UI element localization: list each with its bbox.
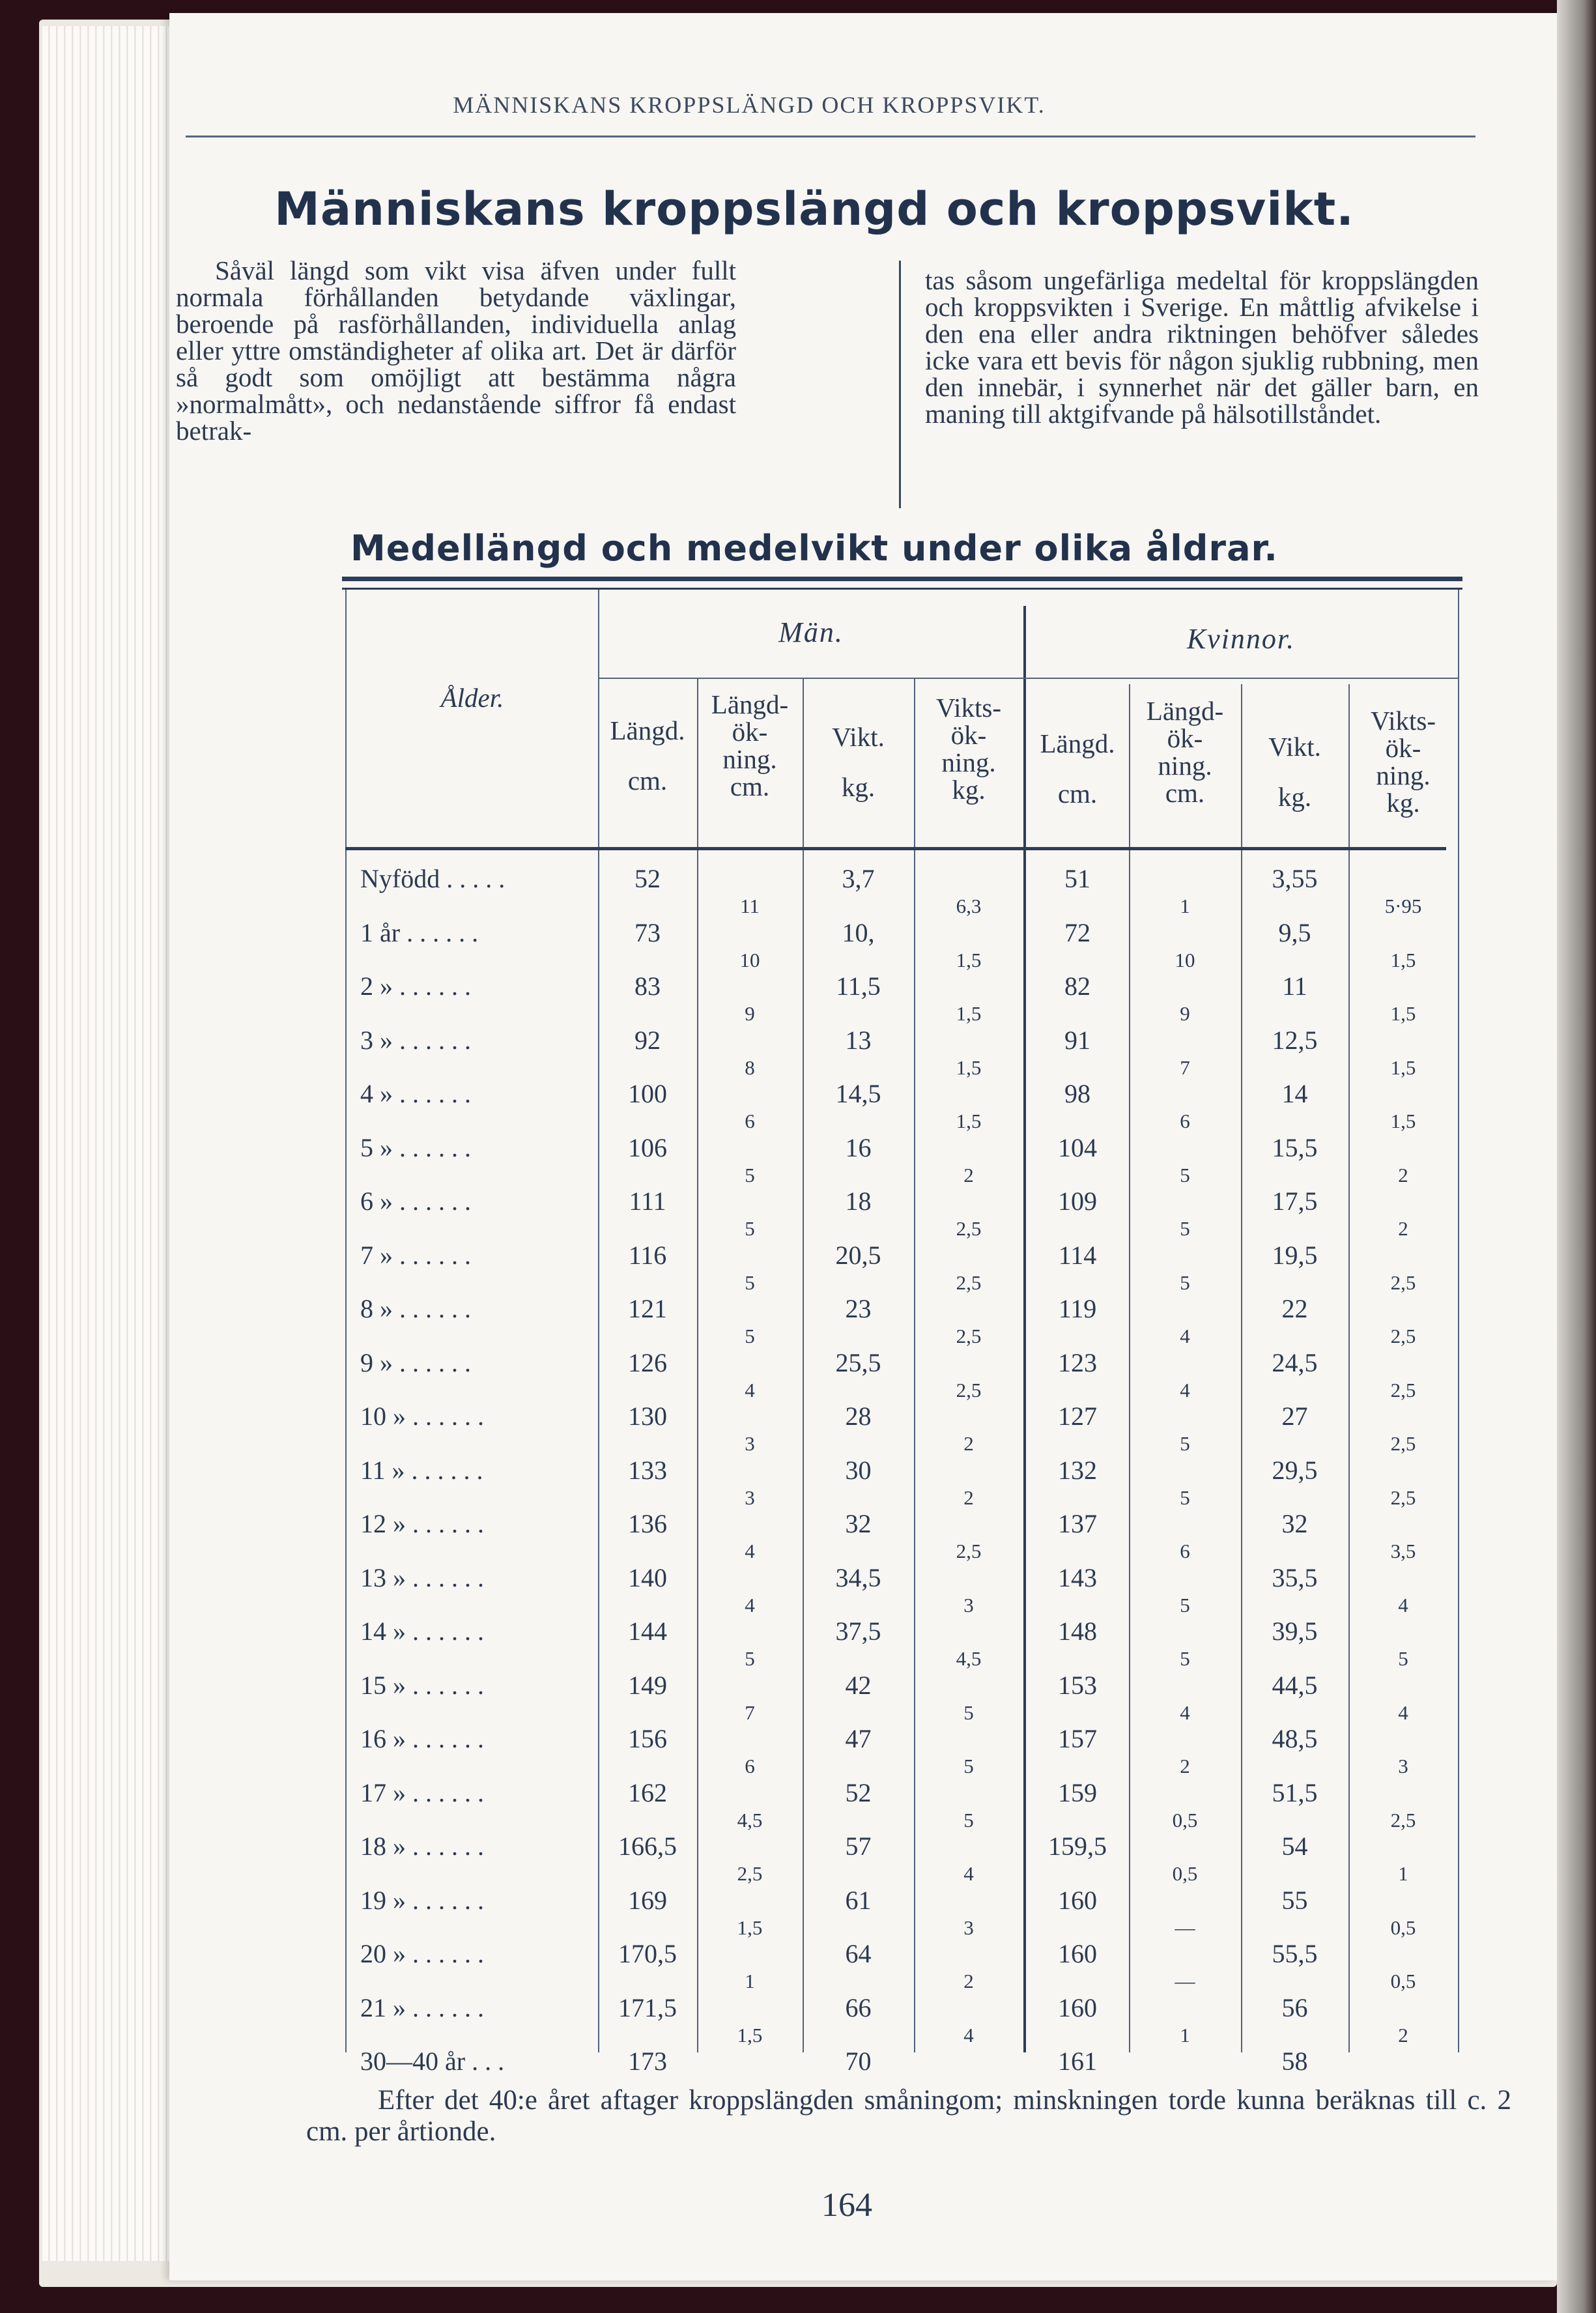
table-col-divider	[697, 678, 698, 2052]
cell-m-len-gain: 5	[745, 1647, 755, 1670]
cell-m-w: 32	[845, 1509, 872, 1538]
cell-m-len-gain: 4,5	[737, 1808, 763, 1832]
header-rule	[186, 136, 1475, 137]
cell-w-len-gain: 2	[1180, 1755, 1190, 1777]
cell-w-w: 15,5	[1272, 1132, 1318, 1162]
cell-m-len-gain: 9	[745, 1002, 755, 1025]
cell-m-w-gain: 1,5	[956, 948, 982, 971]
cell-m-w: 18	[845, 1186, 872, 1216]
cell-m-len-gain: 4	[745, 1593, 755, 1616]
cell-w-w: 29,5	[1272, 1455, 1318, 1485]
cell-m-w: 13	[845, 1025, 872, 1055]
row-age: 20 » . . . . . .	[360, 1939, 484, 1968]
cell-w-w-gain: 1,5	[1390, 948, 1416, 971]
cell-m-len: 149	[628, 1670, 667, 1700]
row-age: 3 » . . . . . .	[360, 1025, 471, 1055]
cell-w-len-gain: 5	[1180, 1271, 1190, 1294]
cell-w-len: 127	[1058, 1401, 1097, 1431]
intro-left-column: Såväl längd som vikt visa äfven under fullt normala förhållanden betydande växlingar, beroende på rasförhållanden, individuella anlag eller yttre omständigheter af olika art. Det är därför så godt som omöjligt att bestämma några »normalmått», och nedanstående siffror få endast betrak-	[176, 255, 736, 446]
cell-m-w-gain: 3	[963, 1593, 974, 1616]
col-head-men-length: Längd. cm.	[610, 715, 685, 796]
row-age: 12 » . . . . . .	[360, 1509, 484, 1538]
page-number: 164	[821, 2187, 872, 2224]
cell-w-len: 123	[1058, 1347, 1097, 1377]
cell-m-len-gain: 6	[745, 1110, 755, 1132]
cell-m-w-gain: 2	[963, 1970, 974, 1992]
cell-m-w: 20,5	[835, 1240, 881, 1270]
row-age: 8 » . . . . . .	[360, 1294, 471, 1323]
cell-w-w: 56	[1281, 1992, 1308, 2022]
cell-w-w-gain: 1,5	[1390, 1056, 1416, 1079]
row-age: 2 » . . . . . .	[360, 971, 471, 1001]
cell-m-len-gain: 1	[745, 1970, 755, 1992]
cell-w-w: 27	[1281, 1401, 1308, 1431]
cell-w-w-gain: 3	[1398, 1755, 1408, 1777]
cell-w-w: 32	[1281, 1509, 1308, 1538]
cell-w-w-gain: 2,5	[1390, 1808, 1416, 1832]
cell-m-w-gain: 2,5	[956, 1540, 982, 1562]
cell-m-len-gain: 4	[745, 1540, 755, 1562]
cell-w-len-gain: 4	[1180, 1378, 1190, 1401]
cell-w-len: 161	[1058, 2047, 1097, 2076]
cell-w-w: 48,5	[1272, 1724, 1318, 1753]
cell-w-w-gain: 4	[1398, 1701, 1408, 1724]
row-age: 18 » . . . . . .	[360, 1832, 484, 1861]
cell-w-len-gain: 5	[1180, 1217, 1190, 1240]
cell-m-len: 136	[628, 1509, 667, 1538]
cell-w-w: 55,5	[1272, 1939, 1318, 1968]
row-age: 4 » . . . . . .	[360, 1079, 471, 1108]
cell-m-len-gain: 1,5	[737, 1916, 763, 1939]
cell-m-w-gain: 1,5	[956, 1056, 982, 1079]
cell-m-len: 73	[634, 917, 661, 947]
col-head-women-weight-gain: Vikts- ök- ning. kg.	[1370, 706, 1436, 818]
cell-w-len-gain: 4	[1180, 1701, 1190, 1724]
cell-m-len-gain: 1,5	[737, 2023, 763, 2047]
cell-m-w-gain: 5	[963, 1808, 974, 1832]
cell-w-len: 160	[1058, 1885, 1097, 1915]
cell-m-w-gain: 1,5	[956, 1002, 982, 1025]
row-age: 13 » . . . . . .	[360, 1562, 484, 1592]
cell-m-w: 37,5	[835, 1616, 881, 1646]
cell-m-len-gain: 8	[745, 1056, 755, 1079]
cell-m-len-gain: 5	[745, 1325, 755, 1347]
cell-w-w: 9,5	[1278, 917, 1311, 947]
cell-m-len: 83	[634, 971, 661, 1001]
cell-w-w-gain: 0,5	[1390, 1916, 1416, 1939]
row-age: 15 » . . . . . .	[360, 1670, 484, 1700]
cell-m-w-gain: 6,3	[956, 895, 982, 917]
cell-m-w-gain: 1,5	[956, 1110, 982, 1132]
cell-w-len-gain: 1	[1180, 2023, 1190, 2047]
cell-m-len: 156	[628, 1724, 667, 1753]
cell-m-len-gain: 11	[740, 895, 760, 917]
cell-m-w-gain: 2,5	[956, 1217, 982, 1240]
cell-w-len: 143	[1058, 1562, 1097, 1592]
footnote: Efter det 40:e året aftager kroppslängden småningom; minskningen torde kunna beräknas till c. 2 cm. per årtionde.	[306, 2085, 1511, 2147]
page-title: Människans kroppslängd och kroppsvikt.	[274, 182, 1354, 236]
cell-w-len-gain: 4	[1180, 1325, 1190, 1347]
table-title: Medellängd och medelvikt under olika åldrar.	[350, 528, 1278, 569]
cell-m-w: 30	[845, 1455, 872, 1485]
cell-m-len: 169	[628, 1885, 667, 1915]
cell-w-len-gain: —	[1175, 1916, 1195, 1939]
cell-m-len-gain: 3	[745, 1486, 755, 1509]
cell-w-w: 51,5	[1272, 1777, 1318, 1807]
row-age: 9 » . . . . . .	[360, 1347, 471, 1377]
cell-m-len: 116	[628, 1240, 667, 1270]
cell-w-w: 17,5	[1272, 1186, 1318, 1216]
cell-w-w-gain: 0,5	[1390, 1970, 1416, 1992]
cell-m-len-gain: 6	[745, 1755, 755, 1777]
cell-w-len: 91	[1064, 1025, 1090, 1055]
cell-w-len-gain: 0,5	[1172, 1808, 1198, 1832]
row-age: 19 » . . . . . .	[360, 1885, 484, 1915]
cell-m-w: 25,5	[835, 1347, 881, 1377]
cell-w-w-gain: 1,5	[1390, 1002, 1416, 1025]
cell-w-w-gain: 2,5	[1390, 1486, 1416, 1509]
cell-w-w: 54	[1281, 1832, 1308, 1861]
cell-m-w: 10,	[842, 917, 875, 947]
cell-w-w: 22	[1281, 1294, 1308, 1323]
cell-m-len: 173	[628, 2047, 667, 2076]
row-age: 6 » . . . . . .	[360, 1186, 471, 1216]
cell-m-w: 52	[845, 1777, 872, 1807]
table-right-border	[1458, 590, 1459, 2052]
row-age: 30—40 år . . .	[360, 2047, 505, 2076]
cell-m-len-gain: 2,5	[737, 1862, 763, 1885]
women-header: Kvinnor.	[1186, 623, 1296, 655]
cell-m-len: 171,5	[618, 1992, 677, 2022]
cell-w-len: 109	[1058, 1186, 1097, 1216]
cell-w-len-gain: 7	[1180, 1056, 1190, 1079]
cell-m-len: 170,5	[618, 1939, 677, 1968]
cell-w-w-gain: 3,5	[1390, 1540, 1416, 1562]
cell-w-len-gain: 10	[1175, 948, 1195, 971]
table-col-divider	[1129, 684, 1130, 2052]
cell-m-len: 166,5	[618, 1832, 677, 1861]
cell-m-len: 144	[628, 1616, 667, 1646]
cell-m-w: 34,5	[835, 1562, 881, 1592]
cell-m-len: 106	[628, 1132, 667, 1162]
cell-w-len: 119	[1058, 1294, 1097, 1323]
col-head-men-weight-gain: Vikts- ök- ning. kg.	[935, 693, 1002, 805]
cell-w-w-gain: 2,5	[1390, 1378, 1416, 1401]
cell-m-w-gain: 2,5	[956, 1271, 982, 1294]
cell-m-w-gain: 5	[963, 1701, 974, 1724]
cell-w-w-gain: 1	[1398, 1862, 1408, 1885]
cell-m-len: 126	[628, 1347, 667, 1377]
cell-m-len: 130	[628, 1401, 667, 1431]
cell-w-w: 11	[1282, 971, 1307, 1001]
cell-m-len: 133	[628, 1455, 667, 1485]
men-header: Män.	[778, 616, 844, 648]
cell-m-w-gain: 2,5	[956, 1378, 982, 1401]
row-age: 21 » . . . . . .	[360, 1992, 484, 2022]
cell-m-w-gain: 2	[963, 1432, 974, 1455]
cell-w-len: 157	[1058, 1724, 1097, 1753]
cell-m-w: 16	[845, 1132, 872, 1162]
cell-m-len-gain: 5	[745, 1271, 755, 1294]
cell-w-w-gain: 2	[1398, 2023, 1408, 2047]
cell-w-w: 55	[1281, 1885, 1308, 1915]
cell-w-w-gain: 1,5	[1390, 1110, 1416, 1132]
cell-m-w-gain: 4	[963, 1862, 974, 1885]
cell-m-len: 92	[634, 1025, 661, 1055]
cell-m-len-gain: 3	[745, 1432, 755, 1455]
cell-w-len: 98	[1064, 1079, 1090, 1108]
cell-m-len: 162	[628, 1777, 667, 1807]
cell-m-w-gain: 2	[963, 1486, 974, 1509]
cell-w-len-gain: 1	[1180, 895, 1190, 917]
cell-w-w: 3,55	[1272, 864, 1318, 893]
cell-w-w-gain: 2,5	[1390, 1432, 1416, 1455]
cell-w-len-gain: 9	[1180, 1002, 1190, 1025]
cell-w-w-gain: 2,5	[1390, 1325, 1416, 1347]
column-divider	[899, 261, 901, 508]
cell-w-w: 35,5	[1272, 1562, 1318, 1592]
table-col-divider	[1348, 684, 1350, 2052]
col-head-men-weight: Vikt. kg.	[832, 722, 885, 802]
cell-w-len-gain: 5	[1180, 1432, 1190, 1455]
cell-w-len-gain: —	[1175, 1970, 1195, 1992]
cell-m-w: 11,5	[836, 971, 881, 1001]
cell-w-len: 137	[1058, 1509, 1097, 1538]
cell-m-w-gain: 4,5	[956, 1647, 982, 1670]
cell-w-len-gain: 0,5	[1172, 1862, 1198, 1885]
cell-m-w-gain: 2,5	[956, 1325, 982, 1347]
cell-w-w-gain: 2	[1398, 1217, 1408, 1240]
cell-m-w-gain: 4	[963, 2023, 974, 2047]
cell-m-len-gain: 10	[739, 948, 760, 971]
row-age: 17 » . . . . . .	[360, 1777, 484, 1807]
cell-w-len-gain: 6	[1180, 1110, 1190, 1132]
col-head-women-length: Längd. cm.	[1040, 728, 1115, 809]
table-left-border	[345, 590, 347, 2052]
cell-w-w-gain: 4	[1398, 1593, 1408, 1616]
intro-right-column: tas såsom ungefärliga medeltal för kroppslängden och kroppsvikten i Sverige. En måttlig afvikelse i den ena eller andra riktningen behöfver således icke vara ett bevis för någon sjuklig rubbning, men den innebär, i synnerhet när det gäller barn, en maning till aktgifvande på hälsotillståndet.	[925, 265, 1479, 429]
cell-w-len-gain: 5	[1180, 1486, 1190, 1509]
col-head-women-weight: Vikt. kg.	[1268, 732, 1321, 812]
cell-w-len-gain: 5	[1180, 1647, 1190, 1670]
table-col-divider	[914, 678, 915, 2052]
cell-w-w-gain: 5	[1398, 1647, 1408, 1670]
cell-w-len: 160	[1058, 1992, 1097, 2022]
cell-w-w: 44,5	[1272, 1670, 1318, 1700]
cell-m-w: 28	[845, 1401, 872, 1431]
cell-w-len-gain: 6	[1180, 1540, 1190, 1562]
group-header-rule	[599, 678, 1458, 679]
cell-m-w: 3,7	[842, 864, 875, 893]
cell-m-w: 57	[845, 1832, 872, 1861]
cell-w-w-gain: 2	[1398, 1163, 1408, 1186]
cell-w-len: 153	[1058, 1670, 1097, 1700]
cell-w-len: 104	[1058, 1132, 1097, 1162]
cell-m-len-gain: 4	[745, 1378, 755, 1401]
cell-m-w: 61	[845, 1885, 872, 1915]
cell-w-w: 14	[1281, 1079, 1308, 1108]
running-head: MÄNNISKANS KROPPSLÄNGD OCH KROPPSVIKT.	[453, 92, 1046, 118]
col-head-men-length-gain: Längd- ök- ning. cm.	[711, 689, 789, 801]
col-head-women-length-gain: Längd- ök- ning. cm.	[1146, 696, 1224, 808]
binding-edge	[1557, 0, 1596, 2313]
row-age: Nyfödd . . . . .	[360, 864, 506, 893]
cell-w-w: 58	[1281, 2047, 1308, 2076]
cell-w-len: 51	[1064, 864, 1090, 893]
cell-w-len: 132	[1058, 1455, 1097, 1485]
cell-m-len-gain: 5	[745, 1217, 755, 1240]
cell-m-w-gain: 2	[963, 1163, 974, 1186]
cell-w-w-gain: 5·95	[1384, 895, 1422, 917]
cell-m-len: 140	[628, 1562, 667, 1592]
cell-m-w: 70	[845, 2047, 872, 2076]
cell-m-w: 14,5	[835, 1079, 881, 1108]
cell-m-w-gain: 5	[963, 1755, 974, 1777]
cell-w-w: 24,5	[1272, 1347, 1318, 1377]
cell-w-w: 19,5	[1272, 1240, 1318, 1270]
cell-m-len-gain: 5	[745, 1163, 755, 1186]
cell-w-len: 160	[1058, 1939, 1097, 1968]
cell-w-w-gain: 2,5	[1390, 1271, 1416, 1294]
row-age: 14 » . . . . . .	[360, 1616, 484, 1646]
cell-w-len: 159,5	[1048, 1832, 1107, 1861]
cell-m-len-gain: 7	[745, 1701, 755, 1724]
row-age: 7 » . . . . . .	[360, 1240, 471, 1270]
cell-w-len-gain: 5	[1180, 1593, 1190, 1616]
header-bottom-rule	[345, 847, 1446, 850]
cell-m-len: 52	[634, 864, 661, 893]
cell-w-len: 82	[1064, 971, 1090, 1001]
cell-w-len: 114	[1058, 1240, 1097, 1270]
row-age: 11 » . . . . . .	[360, 1455, 483, 1485]
cell-m-w: 47	[845, 1724, 872, 1753]
row-age: 1 år . . . . . .	[360, 917, 479, 947]
table-top-rule-thin	[342, 588, 1462, 590]
row-age: 16 » . . . . . .	[360, 1724, 484, 1753]
cell-m-w: 23	[845, 1294, 872, 1323]
cell-w-len: 72	[1064, 917, 1090, 947]
cell-m-w: 66	[845, 1992, 872, 2022]
cell-w-len-gain: 5	[1180, 1163, 1190, 1186]
cell-m-w-gain: 3	[963, 1916, 974, 1939]
cell-m-w: 64	[845, 1939, 872, 1968]
cell-m-len: 111	[629, 1186, 666, 1216]
cell-w-w: 12,5	[1272, 1025, 1318, 1055]
page-edges	[42, 26, 179, 2261]
row-age: 10 » . . . . . .	[360, 1401, 484, 1431]
row-age: 5 » . . . . . .	[360, 1132, 471, 1162]
cell-w-w: 39,5	[1272, 1616, 1318, 1646]
cell-m-len: 121	[628, 1294, 667, 1323]
table-top-rule	[342, 577, 1462, 581]
cell-m-w: 42	[845, 1670, 872, 1700]
cell-w-len: 159	[1058, 1777, 1097, 1807]
cell-w-len: 148	[1058, 1616, 1097, 1646]
age-header: Ålder.	[440, 683, 504, 713]
cell-m-len: 100	[628, 1079, 667, 1108]
